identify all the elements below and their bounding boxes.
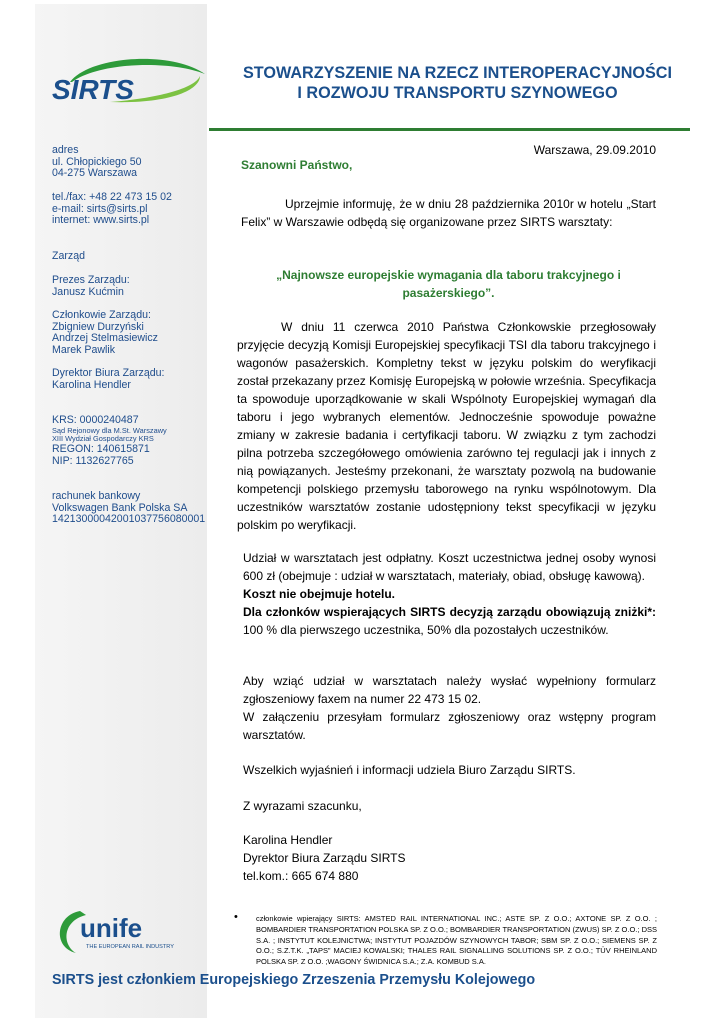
member-name: Andrzej Stelmasiewicz bbox=[52, 332, 158, 345]
city: 04-275 Warszawa bbox=[52, 167, 137, 180]
attachment-note: W załączeniu przesyłam formularz zgłoszeniowy oraz wstępny program warsztatów. bbox=[243, 710, 656, 742]
signer-title: Dyrektor Biura Zarządu SIRTS bbox=[243, 851, 406, 865]
email: e-mail: sirts@sirts.pl bbox=[52, 202, 148, 215]
workshop-title-line1: „Najnowsze europejskie wymagania dla taboru trakcyjnego i bbox=[276, 268, 621, 282]
nip: NIP: 1132627765 bbox=[52, 454, 134, 467]
bank-block bbox=[52, 491, 212, 526]
director-block bbox=[52, 368, 212, 391]
logo-text: SIRTS bbox=[52, 74, 134, 105]
fee-text: Udział w warsztatach jest odpłatny. Koszt uczestnictwa jednej osoby wynosi 600 zł (obejmuje : udział w warsztatach, materiały, obiad, obsługę kawową). bbox=[243, 551, 656, 583]
president-label: Prezes Zarządu: bbox=[52, 274, 130, 286]
president-block bbox=[52, 275, 212, 298]
signer-name: Karolina Hendler bbox=[243, 833, 333, 847]
telfax: tel./fax: +48 22 473 15 02 bbox=[52, 191, 172, 203]
form-instruction: Aby wziąć udział w warsztatach należy wysłać wypełniony formularz zgłoszeniowy faxem na numer 22 473 15 02. bbox=[243, 674, 656, 706]
board-label: Zarząd bbox=[52, 250, 85, 262]
discount-bold: Dla członków wspierających SIRTS decyzją zarządu obowiązują zniżki*: bbox=[243, 605, 656, 619]
bank-account: 14213000042001037756080001 bbox=[52, 513, 206, 526]
discount-text bbox=[243, 603, 656, 639]
regon: REGON: 140615871 bbox=[52, 443, 150, 456]
sirts-logo bbox=[50, 52, 210, 108]
form-block bbox=[243, 672, 656, 744]
court-line2: XIII Wydział Gospodarczy KRS bbox=[52, 434, 154, 444]
header-divider bbox=[209, 128, 690, 131]
president-name: Janusz Kućmin bbox=[52, 285, 124, 298]
member-name: Marek Pawlik bbox=[52, 343, 115, 356]
intro-paragraph: Uprzejmie informuję, że w dniu 28 października 2010r w hotelu „Start Felix” w Warszawie odbędą się organizowane przez SIRTS warsztaty: bbox=[241, 197, 656, 229]
discount-rest: 100 % dla pierwszego uczestnika, 50% dla pozostałych uczestników. bbox=[243, 623, 609, 637]
contact-block bbox=[52, 192, 212, 227]
workshop-title-line2: pasażerskiego”. bbox=[402, 286, 495, 300]
signature-block bbox=[243, 831, 406, 885]
street: ul. Chłopickiego 50 bbox=[52, 155, 142, 168]
court-line1: Sąd Rejonowy dla M.St. Warszawy bbox=[52, 425, 167, 435]
unife-logo bbox=[50, 905, 205, 960]
address-block bbox=[52, 145, 212, 180]
bullet-icon: • bbox=[234, 911, 238, 923]
org-title-line1: STOWARZYSZENIE NA RZECZ INTEROPERACYJNOŚCI bbox=[242, 64, 672, 82]
website: internet: www.sirts.pl bbox=[52, 214, 150, 227]
letter-date: Warszawa, 29.09.2010 bbox=[533, 143, 656, 157]
fee-block bbox=[243, 549, 656, 639]
org-title-line2: I ROZWOJU TRANSPORTU SZYNOWEGO bbox=[297, 84, 618, 102]
director-name: Karolina Hendler bbox=[52, 378, 131, 391]
krs: KRS: 0000240487 bbox=[52, 414, 139, 426]
registry-block bbox=[52, 415, 212, 467]
organization-title bbox=[210, 63, 705, 103]
hotel-note: Koszt nie obejmuje hotelu. bbox=[243, 587, 396, 601]
director-label: Dyrektor Biura Zarządu: bbox=[52, 367, 165, 379]
workshop-title bbox=[241, 266, 656, 302]
member-name: Zbigniew Durzyński bbox=[52, 320, 144, 333]
unife-tagline: THE EUROPEAN RAIL INDUSTRY bbox=[86, 944, 174, 950]
board-members-block bbox=[52, 310, 212, 356]
signer-phone: tel.kom.: 665 674 880 bbox=[243, 869, 359, 883]
info-line: Wszelkich wyjaśnień i informacji udziela Biuro Zarządu SIRTS. bbox=[243, 763, 576, 777]
greeting: Szanowni Państwo, bbox=[241, 158, 353, 172]
unife-name: unife bbox=[80, 913, 143, 943]
bank-name: Volkswagen Bank Polska SA bbox=[52, 501, 188, 514]
members-label: Członkowie Zarządu: bbox=[52, 309, 151, 321]
regards: Z wyrazami szacunku, bbox=[243, 799, 362, 813]
address-label: adres bbox=[52, 144, 79, 156]
bank-label: rachunek bankowy bbox=[52, 490, 141, 502]
supporting-members: członkowie wpierający SIRTS: AMSTED RAIL INTERNATIONAL INC.; ASTE SP. Z O.O.; AXTONE SP. Z O.O. ; BOMBARDIER TRANSPORTATION POLSKA SP. Z O.O.; BOMBARDIER TRANSPORTATION (ZWUS) SP. Z O.O.; DSS S.A. ; INSTYTUT KOLEJNICTWA; INSTYTUT POJAZDÓW SZYNOWYCH TABOR; SBM SP. Z O.O.; SIEMENS SP. Z O.O.; S.Z.T.K. „TAPS” MACIEJ KOWALSKI; THALES RAIL SIGNALLING SOLUTIONS SP. Z O.O.; TÜV RHEINLAND POLSKA SP. Z O.O. ;WAGONY ŚWIDNICA S.A.; Z.A. KOMBUD S.A. bbox=[256, 914, 657, 967]
footer-membership: SIRTS jest członkiem Europejskiego Zrzeszenia Przemysłu Kolejowego bbox=[52, 972, 536, 988]
main-paragraph: W dniu 11 czerwca 2010 Państwa Członkowskie przegłosowały przyjęcie decyzją Komisji Europejskiej specyfikacji TSI dla taboru trakcyjnego i wagonów pasażerskich. Kompletny tekst w języku polskim do weryfikacji został przekazany przez Komisję Europejską w połowie września. Specyfikacja ta spowoduje uporządkowanie w skali Wspólnoty Europejskiej wymagań dla taboru i jego wybranych elementów. Jednocześnie spowoduje poważne zmiany w zakresie badania i certyfikacji taboru. W związku z tym zachodzi pilna potrzeba szczegółowego omówienia zarówno tej regulacji jak i innych z nią powiązanych. Jesteśmy przekonani, że warsztaty pozwolą na budowanie kompetencji polskiego przemysłu taborowego na rynku wspólnotowym. Dla uczestników warsztatów zostanie udostępniony tekst specyfikacji w języku polskim po weryfikacji. bbox=[237, 320, 656, 532]
